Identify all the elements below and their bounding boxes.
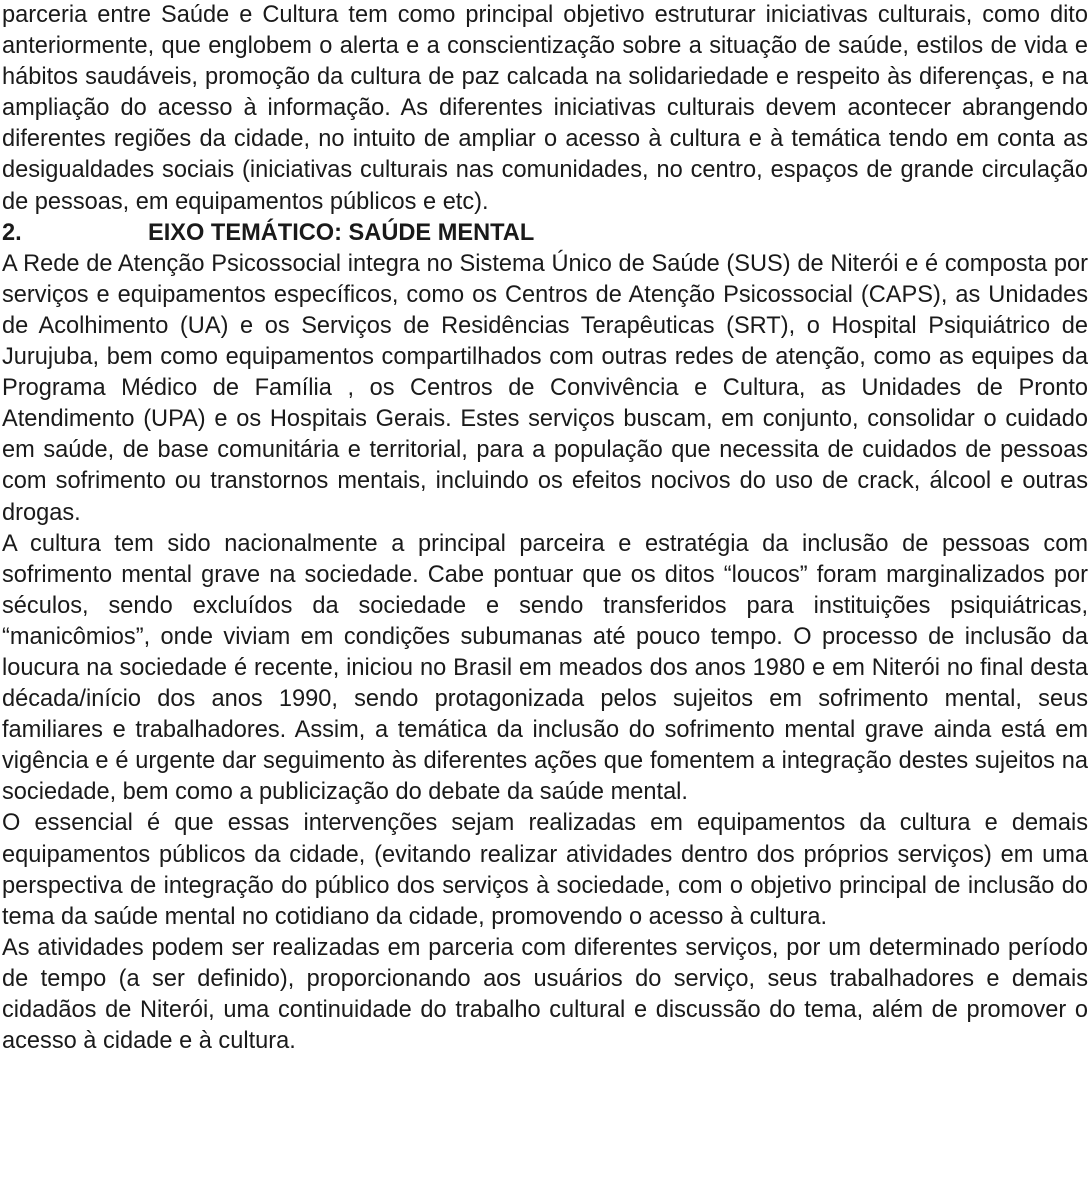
paragraph-intervencoes: O essencial é que essas intervenções sejam realizadas em equipamentos da cultura e demais equipamentos públicos da cidade, (evitando realizar atividades dentro dos próprios serviços) em uma perspectiva de integração do público dos serviços à sociedade, com o objetivo principal de inclusão do tema da saúde mental no cotidiano da cidade, promovendo o acesso à cultura.	[2, 810, 1088, 930]
section-number: 2.	[2, 219, 22, 246]
document-page	[2, 0, 1088, 1057]
section-title: EIXO TEMÁTICO: SAÚDE MENTAL	[148, 219, 535, 246]
intro-paragraph: parceria entre Saúde e Cultura tem como principal objetivo estruturar iniciativas culturais, como dito anteriormente, que englobem o alerta e a conscientização sobre a situação de saúde, estilos de vida e hábitos saudáveis, promoção da cultura de paz calcada na solidariedade e respeito às diferenças, e na ampliação do acesso à informação. As diferentes iniciativas culturais devem acontecer abrangendo diferentes regiões da cidade, no intuito de ampliar o acesso à cultura e à temática tendo em conta as desigualdades sociais (iniciativas culturais nas comunidades, no centro, espaços de grande circulação de pessoas, em equipamentos públicos e etc).	[2, 2, 1088, 215]
paragraph-cultura-inclusao: A cultura tem sido nacionalmente a principal parceira e estratégia da inclusão de pessoas com sofrimento mental grave na sociedade. Cabe pontuar que os ditos “loucos” foram marginalizados por séculos, sendo excluídos da sociedade e sendo transferidos para instituições psiquiátricas, “manicômios”, onde viviam em condições subumanas até pouco tempo. O processo de inclusão da loucura na sociedade é recente, iniciou no Brasil em meados dos anos 1980 e em Niterói no final desta década/início dos anos 1990, sendo protagonizada pelos sujeitos em sofrimento mental, seus familiares e trabalhadores. Assim, a temática da inclusão do sofrimento mental grave ainda está em vigência e é urgente dar seguimento às diferentes ações que fomentem a integração destes sujeitos na sociedade, bem como a publicização do debate da saúde mental.	[2, 530, 1088, 806]
paragraph-rede-atencao: A Rede de Atenção Psicossocial integra no Sistema Único de Saúde (SUS) de Niterói e é composta por serviços e equipamentos específicos, como os Centros de Atenção Psicossocial (CAPS), as Unidades de Acolhimento (UA) e os Serviços de Residências Terapêuticas (SRT), o Hospital Psiquiátrico de Jurujuba, bem como equipamentos compartilhados com outras redes de atenção, como as equipes da Programa Médico de Família , os Centros de Convivência e Cultura, as Unidades de Pronto Atendimento (UPA) e os Hospitais Gerais. Estes serviços buscam, em conjunto, consolidar o cuidado em saúde, de base comunitária e territorial, para a população que necessita de cuidados de pessoas com sofrimento ou transtornos mentais, incluindo os efeitos nocivos do uso de crack, álcool e outras drogas.	[2, 250, 1088, 526]
paragraph-atividades: As atividades podem ser realizadas em parceria com diferentes serviços, por um determinado período de tempo (a ser definido), proporcionando aos usuários do serviço, seus trabalhadores e demais cidadãos de Niterói, uma continuidade do trabalho cultural e discussão do tema, além de promover o acesso à cidade e à cultura.	[2, 934, 1088, 1055]
section-heading	[2, 218, 1088, 249]
